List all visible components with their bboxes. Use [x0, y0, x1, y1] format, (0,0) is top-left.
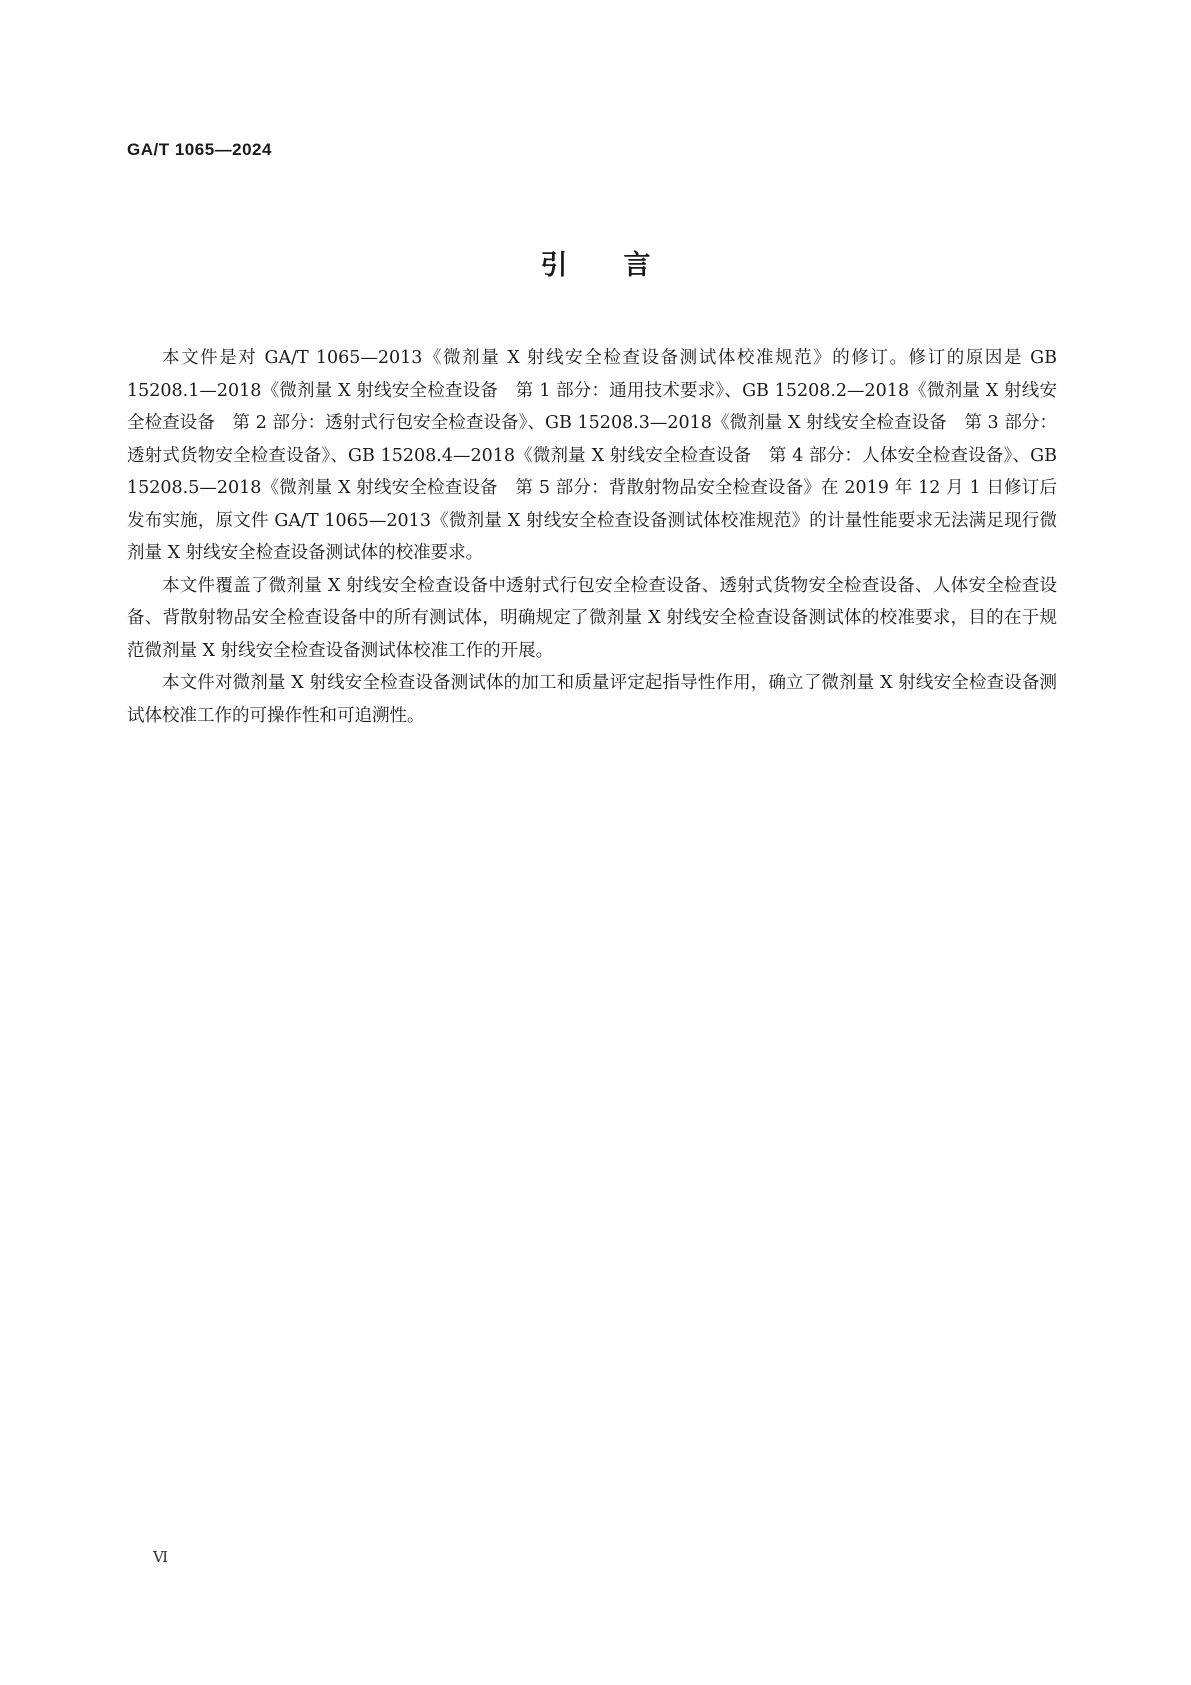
paragraph: 本文件是对 GA/T 1065—2013《微剂量 X 射线安全检查设备测试体校准规范》的修订。修订的原因是 GB 15208.1—2018《微剂量 X 射线安全检查设备 第 1 部分：通用技术要求》、GB 15208.2—2018《微剂量 X 射线安全检查设备 第 2 部分：透射式行包安全检查设备》、GB 15208.3—2018《微剂量 X 射线安全检查设备 第 3 部分：透射式货物安全检查设备》、GB 15208.4—2018《微剂量 X 射线安全检查设备 第 4 部分：人体安全检查设备》、GB 15208.5—2018《微剂量 X 射线安全检查设备 第 5 部分：背散射物品安全检查设备》在 2019 年 12 月 1 日修订后发布实施，原文件 GA/T 1065—2013《微剂量 X 射线安全检查设备测试体校准规范》的计量性能要求无法满足现行微剂量 X 射线安全检查设备测试体的校准要求。	[127, 348, 1057, 563]
body-content	[127, 342, 1057, 732]
paragraph: 本文件对微剂量 X 射线安全检查设备测试体的加工和质量评定起指导性作用，确立了微剂量 X 射线安全检查设备测试体校准工作的可操作性和可追溯性。	[127, 673, 1057, 726]
page-number: Ⅵ	[153, 1548, 169, 1566]
standard-code: GA/T 1065—2024	[127, 140, 272, 159]
paragraph: 本文件覆盖了微剂量 X 射线安全检查设备中透射式行包安全检查设备、透射式货物安全检查设备、人体安全检查设备、背散射物品安全检查设备中的所有测试体，明确规定了微剂量 X 射线安全检查设备测试体的校准要求，目的在于规范微剂量 X 射线安全检查设备测试体校准工作的开展。	[127, 575, 1057, 661]
page-title: 引言	[540, 250, 707, 281]
